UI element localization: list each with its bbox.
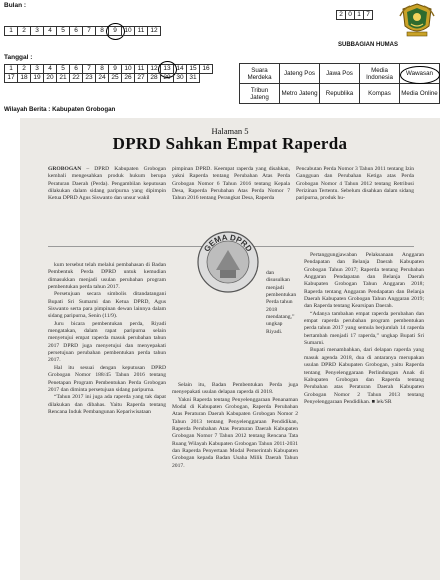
year-digit-box: 1 bbox=[355, 11, 364, 20]
article-column-2-wrap bbox=[266, 270, 298, 382]
article-text: dan disusulkan menjadi pembentukan Perda tahun 2018 mendatang,” ungkap Riyadi. bbox=[266, 270, 297, 335]
article-paragraph: Pertanggungjawaban Pelaksanaan Anggaran Pendapatan dan Belanja Daerah Kabupaten Grobogan Tahun 2017; Raperda tentang Perubahan Anggaran Pendapatan dan Belanja Daerah Kabupaten Grobogan Tahun Anggaran 2018; Raperda tentang Anggaran Pendapatan dan Belanja Daerah Kabupaten Grobogan Tahun Anggaran 2019; dan Raperda tentang Kearsipan Daerah. bbox=[304, 252, 424, 310]
date-box: 7 bbox=[83, 65, 96, 74]
newspaper-cell: Republika bbox=[320, 84, 360, 104]
month-box: 6 bbox=[70, 27, 83, 36]
newspaper-clipping bbox=[20, 118, 440, 580]
newspaper-cell: Media Online bbox=[400, 84, 440, 104]
article-paragraph: kum tersebut telah melalui pembahasan di Badan Pembentuk Perda DPRD untuk kemudian dimasukkan menjadi usulan perubahan program pembentukan perda tahun 2017. bbox=[48, 262, 166, 291]
month-box-selected: 9 bbox=[109, 27, 122, 36]
date-box: 27 bbox=[135, 74, 148, 83]
month-box: 10 bbox=[122, 27, 135, 36]
gema-dprd-logo-icon bbox=[196, 230, 260, 294]
bulan-row bbox=[4, 26, 161, 36]
month-box: 5 bbox=[57, 27, 70, 36]
month-box: 1 bbox=[5, 27, 18, 36]
department-label: SUBBAGIAN HUMAS bbox=[338, 42, 398, 48]
article-paragraph: Bupati menambahkan, dari delapan raperda yang masuk agenda 2018, dua di antaranya merupakan usulan DPRD Kabupaten Grobogan, yaitu Raperda tentang Penyelenggaraan Perlindungan Anak di Kabupaten Grobogan dan Raperda tentang Perubahan atas Peraturan Daerah Kabupaten Grobogan Nomor 2 Tahun 2013 tentang Penyelenggaraan Pendidikan. ■ lek/SR bbox=[304, 347, 424, 405]
year-boxes bbox=[336, 10, 373, 20]
date-box: 12 bbox=[148, 65, 161, 74]
date-box: 31 bbox=[187, 74, 200, 83]
newspaper-cell-selected: Wawasan bbox=[400, 64, 440, 84]
date-box: 20 bbox=[44, 74, 57, 83]
date-box: 24 bbox=[96, 74, 109, 83]
newspaper-cell: Media Indonesia bbox=[360, 64, 400, 84]
article-paragraph: Hal itu sesuai dengan keputusan DPRD Grobogan Nomor 188/45 Tahun 2016 tentang Penetapan Program Pembentukan Perda Grobogan 2017 dan diminta persetujuan sidang paripurna. bbox=[48, 364, 166, 393]
date-box: 5 bbox=[57, 65, 70, 74]
date-box: 2 bbox=[18, 65, 31, 74]
date-box: 3 bbox=[31, 65, 44, 74]
date-box: 9 bbox=[109, 65, 122, 74]
article-top-column-1 bbox=[48, 166, 166, 239]
article-column-3 bbox=[304, 252, 424, 574]
year-digit-box: 7 bbox=[364, 11, 373, 20]
article-column-2 bbox=[172, 382, 298, 574]
article-paragraph: Juru bicara pembentukan perda, Riyadi mengatakan, dalam rapat paripurna selain menyetujui empat raperda masuk perubahan tahun 2017 DPRD juga menyetujui dan menyepakati persetujuan perubahan pembentukan perda tahun 2017. bbox=[48, 320, 166, 364]
newspaper-cell: Kompas bbox=[360, 84, 400, 104]
month-box: 8 bbox=[96, 27, 109, 36]
date-box: 15 bbox=[187, 65, 200, 74]
date-box: 18 bbox=[18, 74, 31, 83]
date-box: 23 bbox=[83, 74, 96, 83]
year-digit-box: 0 bbox=[346, 11, 355, 20]
date-box-selected: 13 bbox=[161, 65, 174, 74]
month-box: 11 bbox=[135, 27, 148, 36]
year-digit-box: 2 bbox=[337, 11, 346, 20]
news-region-label: Wilayah Berita : Kabupaten Grobogan bbox=[4, 106, 116, 113]
date-box: 21 bbox=[57, 74, 70, 83]
newspaper-cell: Metro Jateng bbox=[280, 84, 320, 104]
date-box: 25 bbox=[109, 74, 122, 83]
date-box: 30 bbox=[174, 74, 187, 83]
month-box: 3 bbox=[31, 27, 44, 36]
page-number: Halaman 5 bbox=[211, 126, 249, 136]
bulan-label: Bulan : bbox=[4, 2, 27, 9]
tanggal-label: Tanggal : bbox=[4, 54, 33, 61]
newspaper-cell: Suara Merdeka bbox=[240, 64, 280, 84]
grobogan-regency-seal-icon bbox=[398, 2, 436, 38]
article-text: pimpinan DPRD. Keempat raperda yang disahkan, yakni Raperda tentang Perubahan Atas Perda Grobogan Nomor 6 Tahun 2016 tentang Kepala Desa, Raperda Perubahan Atas Perda Nomor 7 Tahun 2016 tentang Perangkat Desa, Raperda bbox=[172, 166, 290, 202]
article-column-1 bbox=[48, 262, 166, 574]
date-box: 17 bbox=[5, 74, 18, 83]
article-text: – DPRD Kabupaten Grobogan kembali mengesahkan produk hukum berupa Peraturan Daerah (Perda). Pengambilan keputusan dilakukan dalam sidang paripurna yang dipimpin Ketua DPRD Agus Siswanto dan unsur wakil bbox=[48, 166, 166, 202]
month-box: 4 bbox=[44, 27, 57, 36]
date-box: 22 bbox=[70, 74, 83, 83]
month-box: 2 bbox=[18, 27, 31, 36]
tanggal-row-2 bbox=[4, 73, 200, 83]
article-headline: DPRD Sahkan Empat Raperda bbox=[112, 134, 348, 153]
logo-text: GEMA DPRD bbox=[202, 232, 254, 254]
date-box: 10 bbox=[122, 65, 135, 74]
date-box: 6 bbox=[70, 65, 83, 74]
newspaper-cell: Tribun Jateng bbox=[240, 84, 280, 104]
newspaper-table bbox=[239, 63, 440, 104]
article-paragraph: Selain itu, Badan Pembentukan Perda juga menyepakati usulan delapan raperda di 2018. bbox=[172, 382, 298, 396]
date-box: 1 bbox=[5, 65, 18, 74]
article-top-column-2 bbox=[172, 166, 290, 239]
date-box: 4 bbox=[44, 65, 57, 74]
article-top-column-3 bbox=[296, 166, 414, 239]
month-box: 12 bbox=[148, 27, 161, 36]
date-box: 11 bbox=[135, 65, 148, 74]
newspaper-cell: Jateng Pos bbox=[280, 64, 320, 84]
date-box: 29 bbox=[161, 74, 174, 83]
month-box: 7 bbox=[83, 27, 96, 36]
date-box: 14 bbox=[174, 65, 187, 74]
article-paragraph: “Tahun 2017 ini juga ada raperda yang tak dapat dilakukan dan dibahas. Yaitu Raperda tentang Rencana Induk Pembangunan Kepariwisataan bbox=[48, 394, 166, 415]
article-dateline: GROBOGAN bbox=[48, 166, 82, 172]
article-paragraph: Persetujuan secara simbolis ditandatangani Bupati Sri Sumarni dan Ketua DPRD, Agus Siswanto serta para pimpinan dewan lainnya dalam sidang paripurna, Senin (11/9). bbox=[48, 291, 166, 320]
newspaper-cell: Jawa Pos bbox=[320, 64, 360, 84]
date-box: 16 bbox=[200, 65, 213, 74]
article-text: Pencabutan Perda Nomor 3 Tahun 2011 tentang Izin Gangguan dan Perubahan Ketiga atas Perda Grobogan Nomor 4 Tahun 2012 tentang Retribusi Perizinan Tertentu. Sebelum disahkan dalam sidang paripurna, produk hu- bbox=[296, 166, 414, 202]
date-box: 26 bbox=[122, 74, 135, 83]
article-paragraph: Yakni Raperda tentang Penyelenggaraan Penanaman Modal di Kabupaten Grobogan, Raperda Perubahan Atas Peraturan Daerah Kabupaten Grobogan Nomor 2 Tahun 2013 tentang Penyelenggaraan Pendidikan, Raperda Perubahan Atas Peraturan Daerah Kabupaten Grobogan Nomor 7 Tahun 2012 tentang Rencana Tata Ruang Wilayah Kabupaten Grobogan Tahun 2011-2031 dan Raperda Penyertaan Modal Pemerintah Kabupaten Grobogan kepada Badan Usaha Milik Daerah Tahun 2017. bbox=[172, 396, 298, 469]
date-box: 19 bbox=[31, 74, 44, 83]
article-paragraph: “Adanya tambahan empat raperda perubahan dan empat raperda perubahan program pembentukan perda tahun 2017 yang semula berjumlah 14 raperda bertambah menjadi 17 raperda,” ungkap Bupati Sri Sumarni. bbox=[304, 310, 424, 347]
date-box: 8 bbox=[96, 65, 109, 74]
date-box: 28 bbox=[148, 74, 161, 83]
